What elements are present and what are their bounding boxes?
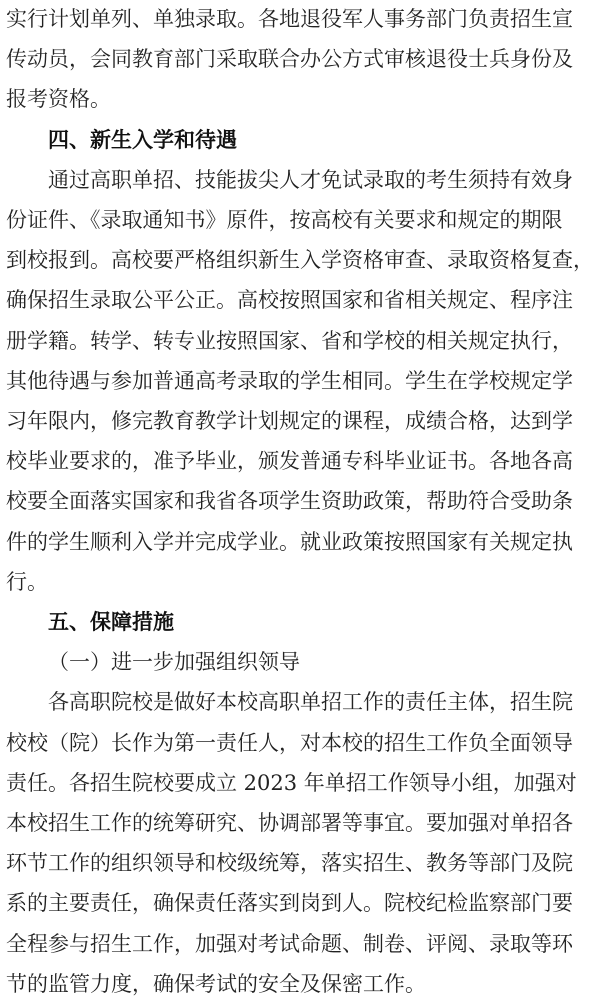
paragraph-line-19: 校校（院）长作为第一责任人，对本校的招生工作负全面领导 — [6, 730, 573, 755]
paragraph-line-20: 责任。各招生院校要成立 2023 年单招工作领导小组，加强对 — [6, 770, 577, 795]
paragraph-line-11: 习年限内，修完教育教学计划规定的课程，成绩合格，达到学 — [6, 409, 573, 433]
paragraph-line-1: 实行计划单列、单独录取。各地退役军人事务部门负责招生宣 — [6, 7, 573, 31]
paragraph-line-2: 传动员，会同教育部门采取联合办公方式审核退役士兵身份及 — [6, 47, 573, 72]
paragraph-line-10: 其他待遇与参加普通高考录取的学生相同。学生在学校规定学 — [6, 368, 573, 393]
subsection-heading-1: （一）进一步加强组织领导 — [48, 650, 300, 675]
paragraph-line-22: 环节工作的组织领导和校级统筹，落实招生、教务等部门及院 — [6, 851, 573, 876]
section-heading-5: 五、保障措施 — [48, 610, 174, 634]
paragraph-line-25: 节的监管力度，确保考试的安全及保密工作。 — [6, 971, 426, 996]
paragraph-line-23: 系的主要责任，确保责任落实到岗到人。院校纪检监察部门要 — [6, 891, 573, 916]
section-heading-4: 四、新生入学和待遇 — [48, 127, 237, 152]
paragraph-line-24: 全程参与招生工作，加强对考试命题、制卷、评阅、录取等环 — [6, 931, 573, 956]
paragraph-line-13: 校要全面落实国家和我省各项学生资助政策，帮助符合受助条 — [6, 489, 573, 514]
paragraph-line-18: 各高职院校是做好本校高职单招工作的责任主体，招生院 — [48, 690, 573, 715]
paragraph-line-6: 份证件、《录取通知书》原件，按高校有关要求和规定的期限 — [6, 208, 563, 232]
paragraph-line-5: 通过高职单招、技能拔尖人才免试录取的考生须持有效身 — [48, 167, 573, 192]
paragraph-line-7: 到校报到。高校要严格组织新生入学资格审查、录取资格复查， — [6, 248, 594, 273]
paragraph-line-21: 本校招生工作的统筹研究、协调部署等事宜。要加强对单招各 — [6, 811, 573, 835]
paragraph-line-3: 报考资格。 — [6, 87, 111, 112]
paragraph-line-12: 校毕业要求的，准予毕业，颁发普通专科毕业证书。各地各高 — [6, 449, 573, 474]
paragraph-line-9: 册学籍。转学、转专业按照国家、省和学校的相关规定执行， — [6, 328, 573, 353]
paragraph-line-8: 确保招生录取公平公正。高校按照国家和省相关规定、程序注 — [6, 288, 573, 313]
paragraph-line-15: 行。 — [6, 569, 48, 594]
paragraph-line-14: 件的学生顺利入学并完成学业。就业政策按照国家有关规定执 — [6, 529, 573, 554]
